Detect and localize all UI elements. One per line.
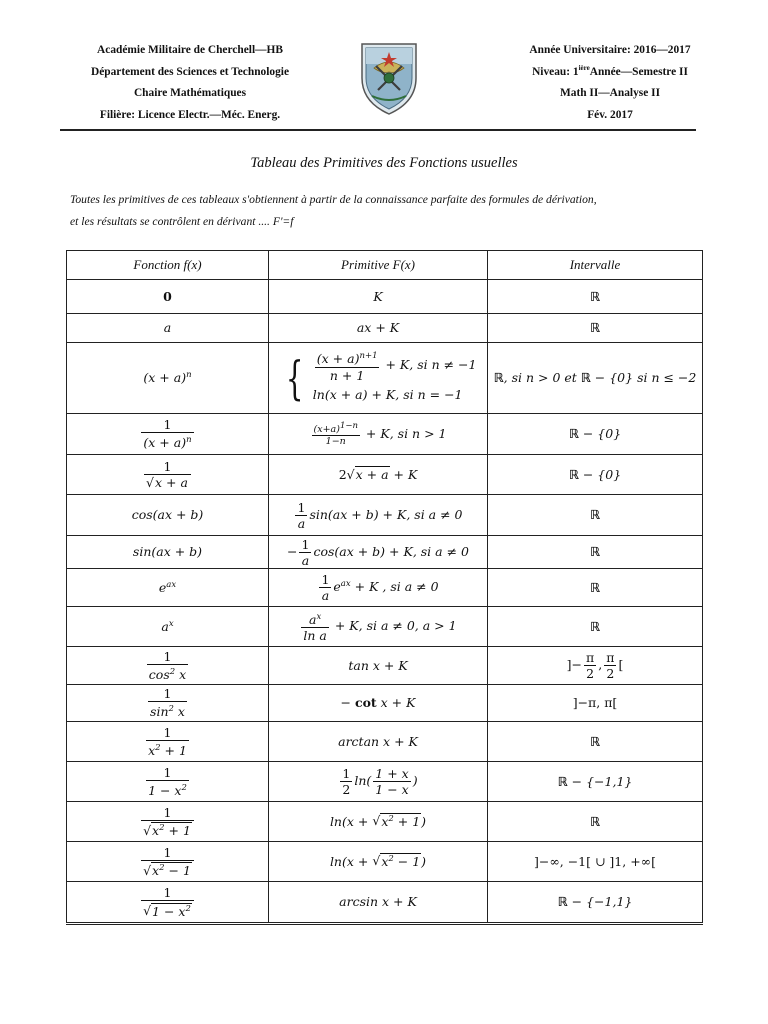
interval-open: ]− — [566, 657, 583, 672]
primitive-value: arctan x + K — [338, 733, 418, 749]
ln-close: ) — [421, 813, 427, 829]
ln-close: ) — [421, 853, 427, 869]
interval-value — [494, 370, 697, 385]
academy-crest-icon — [356, 38, 422, 116]
level-prefix: Niveau: 1 — [532, 65, 579, 78]
primitive-cell — [269, 647, 488, 685]
function-value: cos(ax + b) — [131, 507, 204, 522]
primitive-cell — [269, 882, 488, 924]
interval-value: ℝ — [589, 733, 601, 749]
level-superscript: ière — [578, 63, 590, 72]
numerator-base: a — [309, 612, 317, 628]
function-cell — [67, 280, 269, 314]
fraction-denominator: a — [321, 588, 330, 603]
radicand — [380, 813, 421, 829]
coefficient: 2 — [338, 466, 347, 482]
table-row — [67, 882, 703, 924]
table-row — [67, 314, 703, 343]
fraction — [301, 610, 328, 643]
fraction — [604, 650, 616, 681]
interval-cell — [488, 414, 703, 455]
interval-cell — [488, 536, 703, 569]
function-value — [161, 619, 173, 634]
minus-sign: − — [287, 543, 298, 559]
table-row — [67, 536, 703, 569]
fraction — [299, 537, 311, 568]
function-cell — [67, 414, 269, 455]
primitives-table — [66, 250, 703, 925]
function-cell — [67, 842, 269, 882]
interval-cell — [488, 343, 703, 414]
function-value — [159, 580, 176, 595]
primitive-value — [287, 536, 469, 568]
interval-value: ℝ — [589, 507, 601, 522]
primitive-value — [341, 695, 416, 710]
radicand-base: 1 − x — [152, 903, 186, 919]
function-cell — [67, 882, 269, 924]
interval-value: ℝ — [589, 288, 601, 304]
academic-year: Année Universitaire: 2016—2017 — [529, 44, 691, 56]
function-exponent: ax — [166, 579, 177, 590]
square-root: $√x^2 - 1$ — [372, 853, 421, 869]
interval-set: ℝ — [557, 894, 568, 909]
fraction-denominator — [146, 741, 189, 758]
radicand-tail: + 1 — [164, 823, 191, 839]
radicand-base: x — [152, 823, 160, 839]
fraction — [319, 572, 331, 603]
interval-value: ℝ — [589, 618, 601, 634]
primitive-cell — [269, 607, 488, 647]
primitive-value — [330, 814, 426, 829]
primitive-value — [299, 611, 457, 644]
fraction — [315, 349, 380, 382]
interval-value: ]−∞, −1[ ∪ ]1, +∞[ — [534, 853, 656, 869]
ln-close: ) — [412, 773, 418, 788]
course-name: Math II—Analyse II — [560, 87, 660, 99]
cases-list — [313, 349, 477, 406]
brace-symbol: { — [285, 351, 303, 405]
primitive-tail: cos(ax + b) + K, si a ≠ 0 — [313, 543, 469, 559]
institution-block — [70, 40, 310, 126]
interval-cell — [488, 280, 703, 314]
primitive-value — [339, 467, 418, 482]
primitive-tail: sin(ax + b) + K, si a ≠ 0 — [309, 506, 463, 522]
fraction-denominator: ln a — [303, 628, 327, 644]
header-primitive: Primitive F(x) — [269, 251, 488, 280]
interval-cell — [488, 762, 703, 802]
interval-close: [ — [618, 657, 624, 672]
interval-value — [569, 467, 621, 482]
primitive-value: K — [373, 288, 383, 304]
session-block — [510, 40, 710, 126]
interval-cell — [488, 314, 703, 343]
function-exponent: x — [168, 618, 174, 629]
function-value: 0 — [163, 288, 172, 304]
fraction-denominator: 2 — [586, 666, 595, 681]
radicand — [151, 903, 192, 919]
function-fraction — [141, 845, 194, 878]
interval-set: ℝ — [568, 466, 579, 482]
chair-name: Chaire Mathématiques — [133, 87, 247, 99]
interval-value: ]−π, π[ — [572, 695, 618, 710]
fraction-numerator: 1 — [144, 459, 191, 475]
fraction-denominator: $√x^2 + 1$ — [143, 822, 191, 839]
fraction-numerator: 1 — [146, 765, 189, 781]
fraction-numerator: (x+a) — [313, 424, 340, 436]
radicand: x + a — [355, 466, 389, 482]
radicand — [151, 862, 192, 878]
primitive-cell — [269, 536, 488, 569]
case-2: ln(x + a) + K, si n = −1 — [312, 386, 463, 402]
function-base: e — [158, 579, 167, 595]
primitive-cell — [269, 495, 488, 536]
function-cell — [67, 495, 269, 536]
primitive-value: arcsin x + K — [339, 894, 417, 909]
table-row — [67, 802, 703, 842]
fraction-denominator: 1−n — [325, 436, 346, 448]
case-1 — [313, 349, 477, 382]
fraction — [584, 650, 596, 681]
function-cell — [67, 722, 269, 762]
interval-value — [569, 426, 621, 441]
interval-value — [558, 774, 633, 789]
fraction-denominator: n + 1 — [329, 367, 365, 383]
fraction-numerator: 1 — [321, 572, 330, 587]
page-title: Tableau des Primitives des Fonctions usuelles — [250, 155, 518, 171]
function-fraction — [141, 417, 193, 450]
primitive-cell — [269, 762, 488, 802]
denominator-tail: x — [175, 667, 187, 683]
inner-fraction — [373, 766, 410, 797]
function-base: (x + a) — [143, 370, 187, 386]
fraction — [295, 500, 307, 531]
function-fraction — [144, 459, 191, 490]
denominator-base: cos — [148, 667, 170, 683]
table-header-row — [67, 251, 703, 280]
radicand-base: x — [152, 863, 160, 879]
table-row — [67, 569, 703, 607]
fraction-denominator: $√1 - x^2$ — [143, 903, 191, 919]
fraction-denominator: 1 − x — [375, 782, 409, 797]
table-row — [67, 495, 703, 536]
denominator-tail: + 1 — [160, 743, 187, 759]
fraction-numerator: 1 — [141, 805, 194, 821]
function-fraction — [141, 805, 194, 838]
fraction-numerator: 1 + x — [375, 766, 409, 781]
interval-value: ℝ — [589, 544, 601, 559]
fraction-numerator: 1 — [141, 417, 193, 433]
primitive-tail: + K, si n > 1 — [361, 425, 447, 441]
institution-name: Académie Militaire de Cherchell—HB — [97, 44, 283, 56]
ln-open: ln( — [354, 773, 372, 788]
function-cell — [67, 455, 269, 495]
primitive-value — [330, 854, 426, 869]
radicand — [380, 853, 421, 869]
fraction — [340, 766, 352, 797]
fraction-numerator: π — [606, 650, 615, 665]
primitive-value: ax + K — [356, 320, 400, 335]
function-fraction — [146, 725, 189, 758]
denominator-tail: x — [173, 704, 185, 720]
denominator-base: 1 − x — [148, 783, 182, 799]
intro-line-2: et les résultats se contrôlent en dérivant .... F'=f — [70, 215, 294, 228]
square-root: $√x^2 + 1$ — [372, 813, 421, 829]
primitive-cell — [269, 280, 488, 314]
fraction-denominator: $√x^2 - 1$ — [143, 862, 191, 879]
fraction-denominator: a — [301, 552, 310, 568]
header-interval: Intervalle — [488, 251, 703, 280]
header-divider — [60, 129, 696, 131]
radicand: x + a — [155, 475, 188, 490]
fraction-numerator: 1 — [147, 649, 188, 665]
denominator-exponent: 2 — [155, 742, 161, 753]
primitive-value — [317, 572, 439, 603]
primitive-cell — [269, 685, 488, 722]
radicand-exponent: 2 — [159, 822, 165, 833]
fraction-denominator — [141, 433, 193, 450]
interval-cell — [488, 569, 703, 607]
fraction-denominator: a — [297, 515, 306, 531]
interval-set-2: ℝ — [580, 370, 591, 385]
numerator-exponent: 1−n — [339, 420, 358, 431]
intro-paragraph — [70, 189, 700, 233]
function-fraction — [141, 885, 194, 918]
primitive-cases — [280, 349, 477, 406]
fraction-numerator: π — [586, 650, 595, 665]
radicand-base: x — [381, 853, 389, 869]
program-name: Filière: Licence Electr.—Méc. Energ. — [99, 108, 281, 121]
denominator-base: sin — [150, 704, 169, 720]
primitive-cell — [269, 842, 488, 882]
ln-open: ln(x + — [329, 853, 373, 869]
interval-set: ℝ — [568, 426, 579, 441]
fraction-numerator: 1 — [297, 499, 306, 515]
primitive-value — [338, 766, 418, 797]
radicand — [151, 822, 192, 838]
table-row — [67, 343, 703, 414]
function-cell — [67, 314, 269, 343]
interval-value: ℝ — [589, 320, 601, 335]
interval-value — [558, 894, 633, 909]
function-cell — [67, 536, 269, 569]
square-root: √x + a — [346, 466, 389, 482]
fraction-denominator — [146, 781, 189, 798]
function-cell — [67, 762, 269, 802]
function-cell — [67, 685, 269, 722]
numerator-exponent: n+1 — [359, 351, 378, 362]
primitive-cell — [269, 722, 488, 762]
primitive-value — [293, 499, 463, 531]
fraction-numerator: 1 — [141, 885, 194, 901]
document-date: Fév. 2017 — [587, 108, 633, 121]
interval-cell — [488, 647, 703, 685]
interval-tail: − {−1,1} — [567, 773, 633, 789]
interval-cond-1: , si n > 0 et — [503, 370, 581, 385]
table-row — [67, 842, 703, 882]
fraction-denominator — [148, 702, 187, 719]
interval-cell — [488, 685, 703, 722]
fraction-numerator: (x + a) — [316, 351, 360, 367]
interval-value: ℝ — [589, 813, 601, 829]
primitive-cell — [269, 314, 488, 343]
level-line — [510, 62, 710, 84]
fraction-denominator — [147, 665, 188, 682]
function-value: sin(ax + b) — [132, 544, 203, 559]
radicand-tail: + 1 — [393, 813, 421, 829]
case-1-tail: + K, si n ≠ −1 — [381, 357, 477, 373]
interval-set: ℝ — [557, 773, 568, 789]
primitive-value — [310, 420, 447, 448]
function-cell — [67, 802, 269, 842]
primitive-cell — [269, 569, 488, 607]
interval-tail: − {−1,1} — [567, 894, 633, 909]
primitive-cell — [269, 414, 488, 455]
minus-sign: − — [340, 695, 355, 710]
table-row — [67, 762, 703, 802]
denominator-exponent: 2 — [169, 666, 176, 677]
function-base: a — [161, 618, 169, 634]
primitive-value: tan x + K — [348, 657, 408, 673]
interval-cell — [488, 842, 703, 882]
interval-set-1: ℝ — [493, 370, 504, 385]
radicand-exponent: 2 — [388, 853, 394, 864]
primitive-cell — [269, 343, 488, 414]
function-cell — [67, 343, 269, 414]
table-row — [67, 722, 703, 762]
radicand-exponent: 2 — [185, 903, 191, 914]
function-fraction — [146, 765, 189, 798]
interval-cell — [488, 802, 703, 842]
denominator-exponent: 2 — [181, 782, 187, 793]
radicand-exponent: 2 — [388, 813, 394, 824]
exp-base: e — [333, 579, 341, 594]
primitive-cell — [269, 802, 488, 842]
function-value: a — [163, 320, 172, 335]
table-row — [67, 607, 703, 647]
function-cell — [67, 569, 269, 607]
interval-value — [566, 650, 624, 681]
cot-function: cot — [354, 695, 377, 710]
fraction-numerator: 1 — [148, 686, 187, 702]
numerator-exponent: x — [316, 611, 322, 622]
denominator-base: (x + a) — [143, 435, 187, 451]
interval-cell — [488, 455, 703, 495]
radicand-tail: − 1 — [164, 863, 191, 879]
exp-exponent: ax — [340, 578, 351, 589]
function-cell — [67, 607, 269, 647]
fraction-numerator: 1 — [141, 845, 194, 861]
interval-tail: − {0} — [578, 466, 622, 482]
denominator-exponent: 2 — [168, 704, 174, 715]
radicand-tail: − 1 — [393, 853, 421, 869]
function-fraction — [147, 649, 188, 682]
radicand-exponent: 2 — [159, 862, 165, 873]
document-header — [60, 40, 710, 126]
primitive-tail: x + K — [376, 695, 416, 710]
function-cell — [67, 647, 269, 685]
function-fraction — [148, 686, 187, 719]
interval-cell — [488, 882, 703, 924]
primitive-cell — [269, 455, 488, 495]
interval-comma: , — [598, 657, 603, 672]
table-row — [67, 455, 703, 495]
fraction-denominator: √x + a — [146, 475, 188, 490]
fraction-numerator: 1 — [301, 536, 310, 552]
ln-open: ln(x + — [329, 813, 373, 829]
fraction-denominator: 2 — [606, 666, 615, 681]
function-exponent: n — [186, 369, 192, 380]
interval-cell — [488, 495, 703, 536]
interval-tail: − {0} — [578, 426, 622, 441]
function-value — [143, 370, 191, 385]
table-row — [67, 685, 703, 722]
primitive-tail: + K — [389, 466, 418, 482]
fraction-numerator: 1 — [342, 766, 351, 781]
fraction-denominator: 2 — [342, 782, 351, 797]
fraction-numerator: 1 — [146, 725, 189, 741]
table-row — [67, 280, 703, 314]
primitive-tail: + K, si a ≠ 0, a > 1 — [330, 618, 457, 633]
denominator-base: x — [148, 743, 156, 759]
fraction — [312, 421, 360, 447]
radicand-base: x — [381, 813, 389, 829]
interval-cond-2: − {0} si n ≤ −2 — [590, 370, 697, 385]
intro-line-1: Toutes les primitives de ces tableaux s'obtiennent à partir de la connaissance parfaite des formules de dérivation, — [70, 193, 597, 206]
interval-cell — [488, 607, 703, 647]
department-name: Département des Sciences et Technologie — [90, 65, 290, 78]
interval-value: ℝ — [589, 579, 601, 595]
denominator-exponent: n — [186, 435, 192, 446]
level-suffix: Année—Semestre II — [589, 65, 688, 78]
table-row — [67, 647, 703, 685]
primitive-tail: + K , si a ≠ 0 — [350, 579, 439, 594]
interval-cell — [488, 722, 703, 762]
header-function: Fonction f(x) — [67, 251, 269, 280]
table-row — [67, 414, 703, 455]
